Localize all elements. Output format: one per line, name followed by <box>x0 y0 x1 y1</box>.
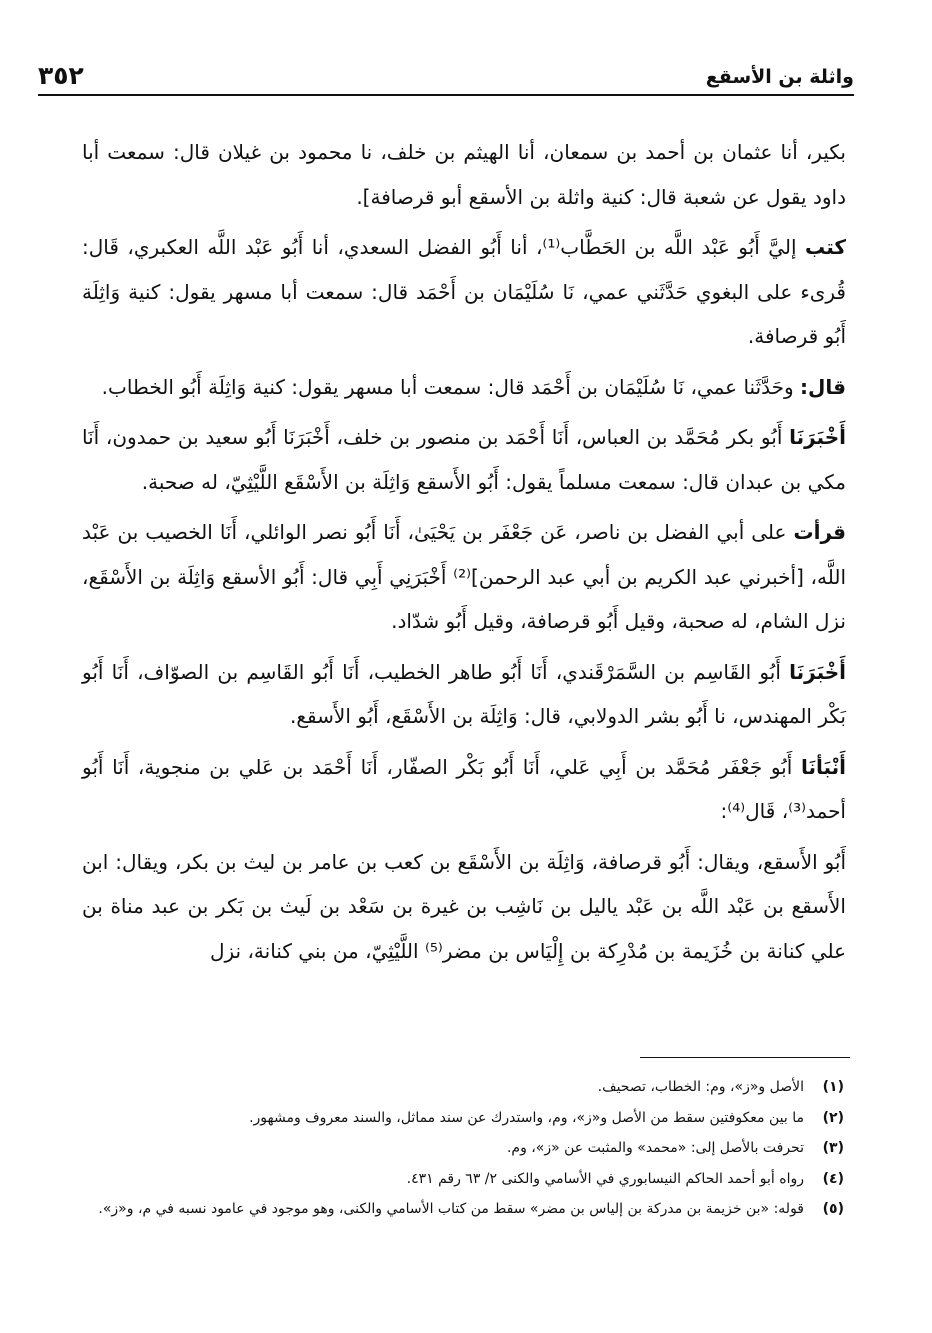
paragraph <box>82 415 846 504</box>
footnote-mark: (٣) <box>822 1140 844 1156</box>
paragraph <box>82 650 846 739</box>
paragraph-text: إليَّ أَبُو عَبْد اللَّه بن الحَطَّاب⁽¹⁾، أنا أَبُو الفضل السعدي، أنا أَبُو عَبْد اللَّه العكبري، قَال: قُرىء على البغوي حَدَّثَني عمي، نَا سُلَيْمَان بن أَحْمَد قال: سمعت أبا مسهر يقول: كنية وَاثِلَة أَبُو قرصافة. <box>82 235 846 348</box>
paragraph-lead: قرأت <box>793 520 846 544</box>
paragraph <box>82 225 846 359</box>
footnote-mark: (٢) <box>822 1109 844 1126</box>
footnote <box>66 1194 844 1225</box>
paragraph-lead: قال: <box>800 374 846 399</box>
paragraph-text: أَبُو بكر مُحَمَّد بن العباس، أَنَا أَحْمَد بن منصور بن خلف، أَخْبَرَنَا أَبُو سعيد بن حمدون، أَنَا مكي بن عبدان قال: سمعت مسلماً يقول: أَبُو الأَسقع وَاثِلَة بن الأَسْقَع اللَّيْثِيّ، له صحبة. <box>82 425 846 494</box>
footnote-mark: (٥) <box>822 1201 844 1217</box>
paragraph-text: بكير، أنا عثمان بن أحمد بن سمعان، أنا الهيثم بن خلف، نا محمود بن غيلان قال: سمعت أبا داود يقول عن شعبة قال: كنية واثلة بن الأسقع أبو قرصافة]. <box>82 140 846 209</box>
footnote-divider <box>640 1057 850 1058</box>
footnote-text: ما بين معكوفتين سقط من الأصل و«ز»، وم، واستدرك عن سند مماثل، والسند معروف ومشهور. <box>249 1109 804 1126</box>
paragraph <box>82 510 846 644</box>
paragraph-lead: أَخْبَرَنَا <box>789 425 846 449</box>
paragraph <box>82 840 846 974</box>
paragraph-text: على أبي الفضل بن ناصر، عَن جَعْفَر بن يَحْيَىٰ، أَنَا أَبُو نصر الوائلي، أَنَا الخصيب بن عَبْد اللَّه، [أخبرني عبد الكريم بن أبي عبد الرحمن]⁽²⁾ أَخْبَرَنِي أَبِي قال: أَبُو الأسقع وَاثِلَة بن الأَسْقَع، نزل الشام، له صحبة، وقيل أَبُو قرصافة، وقيل أَبُو شدّاد. <box>82 520 847 633</box>
footnote <box>66 1133 844 1164</box>
paragraph <box>82 365 846 410</box>
footnote-text: رواه أبو أحمد الحاكم النيسابوري في الأسامي والكنى ٢/ ٦٣ رقم ٤٣١. <box>406 1170 804 1187</box>
footnotes <box>66 1072 844 1225</box>
footnote-text: تحرفت بالأصل إلى: «محمد» والمثبت عن «ز»، وم. <box>506 1140 804 1156</box>
paragraph-text: أَبُو الأَسقع، ويقال: أَبُو قرصافة، وَاثِلَة بن الأَسْقَع بن كعب بن عامر بن ليث بن بكر، ويقال: ابن الأَسقع بن عَبْد اللَّه بن عَبْد ياليل بن نَاشِب بن غيرة بن سَعْد بن لَيث بن بَكر بن عبد مناة بن علي كنانة بن خُزَيمة بن مُدْرِكة بن إِلْيَاس بن مضر⁽⁵⁾ اللَّيْثِيّ، من بني كنانة، نزل <box>82 849 846 963</box>
footnote-mark: (٤) <box>822 1170 844 1187</box>
footnote <box>66 1164 844 1195</box>
footnote <box>66 1072 844 1103</box>
footnote-text: الأصل و«ز»، وم: الخطاب، تصحيف. <box>597 1079 804 1095</box>
paragraph-text: أَبُو جَعْفَر مُحَمَّد بن أَبِي عَلي، أَنَا أَبُو بَكْر الصفّار، أَنَا أَحْمَد بن عَلي بن منجوية، أَنَا أَبُو أحمد⁽³⁾، قَال⁽⁴⁾: <box>82 754 846 823</box>
footnote <box>66 1103 844 1134</box>
paragraph-text: أَبُو القَاسِم بن السَّمَرْقَندي، أَنَا أَبُو طاهر الخطيب، أَنَا أَبُو القَاسِم بن الصوّاف، أَنَا أَبُو بَكْر المهندس، نا أَبُو بشر الدولابي، قال: وَاثِلَة بن الأَسْقَع، أَبُو الأَسقع. <box>82 659 846 728</box>
paragraph-lead: أَنْبَأنَا <box>800 754 846 779</box>
paragraph-lead: أَخْبَرَنَا <box>789 659 847 684</box>
running-title: واثلة بن الأسقع <box>705 66 854 88</box>
paragraph <box>82 745 846 834</box>
paragraph <box>82 130 846 219</box>
page-number: ٣٥٢ <box>38 61 84 90</box>
paragraph-lead: كتب <box>805 235 847 259</box>
page-header <box>38 60 854 96</box>
footnote-text: قوله: «بن خزيمة بن مدركة بن إلياس بن مضر» سقط من كتاب الأسامي والكنى، وهو موجود في عامود نسبه في م، و«ز». <box>98 1201 804 1217</box>
footnote-mark: (١) <box>822 1079 844 1095</box>
main-text <box>82 130 846 979</box>
paragraph-text: وحَدَّثَنا عمي، نَا سُلَيْمَان بن أَحْمَد قال: سمعت أبا مسهر يقول: كنية وَاثِلَة أَبُو الخطاب. <box>101 374 794 399</box>
